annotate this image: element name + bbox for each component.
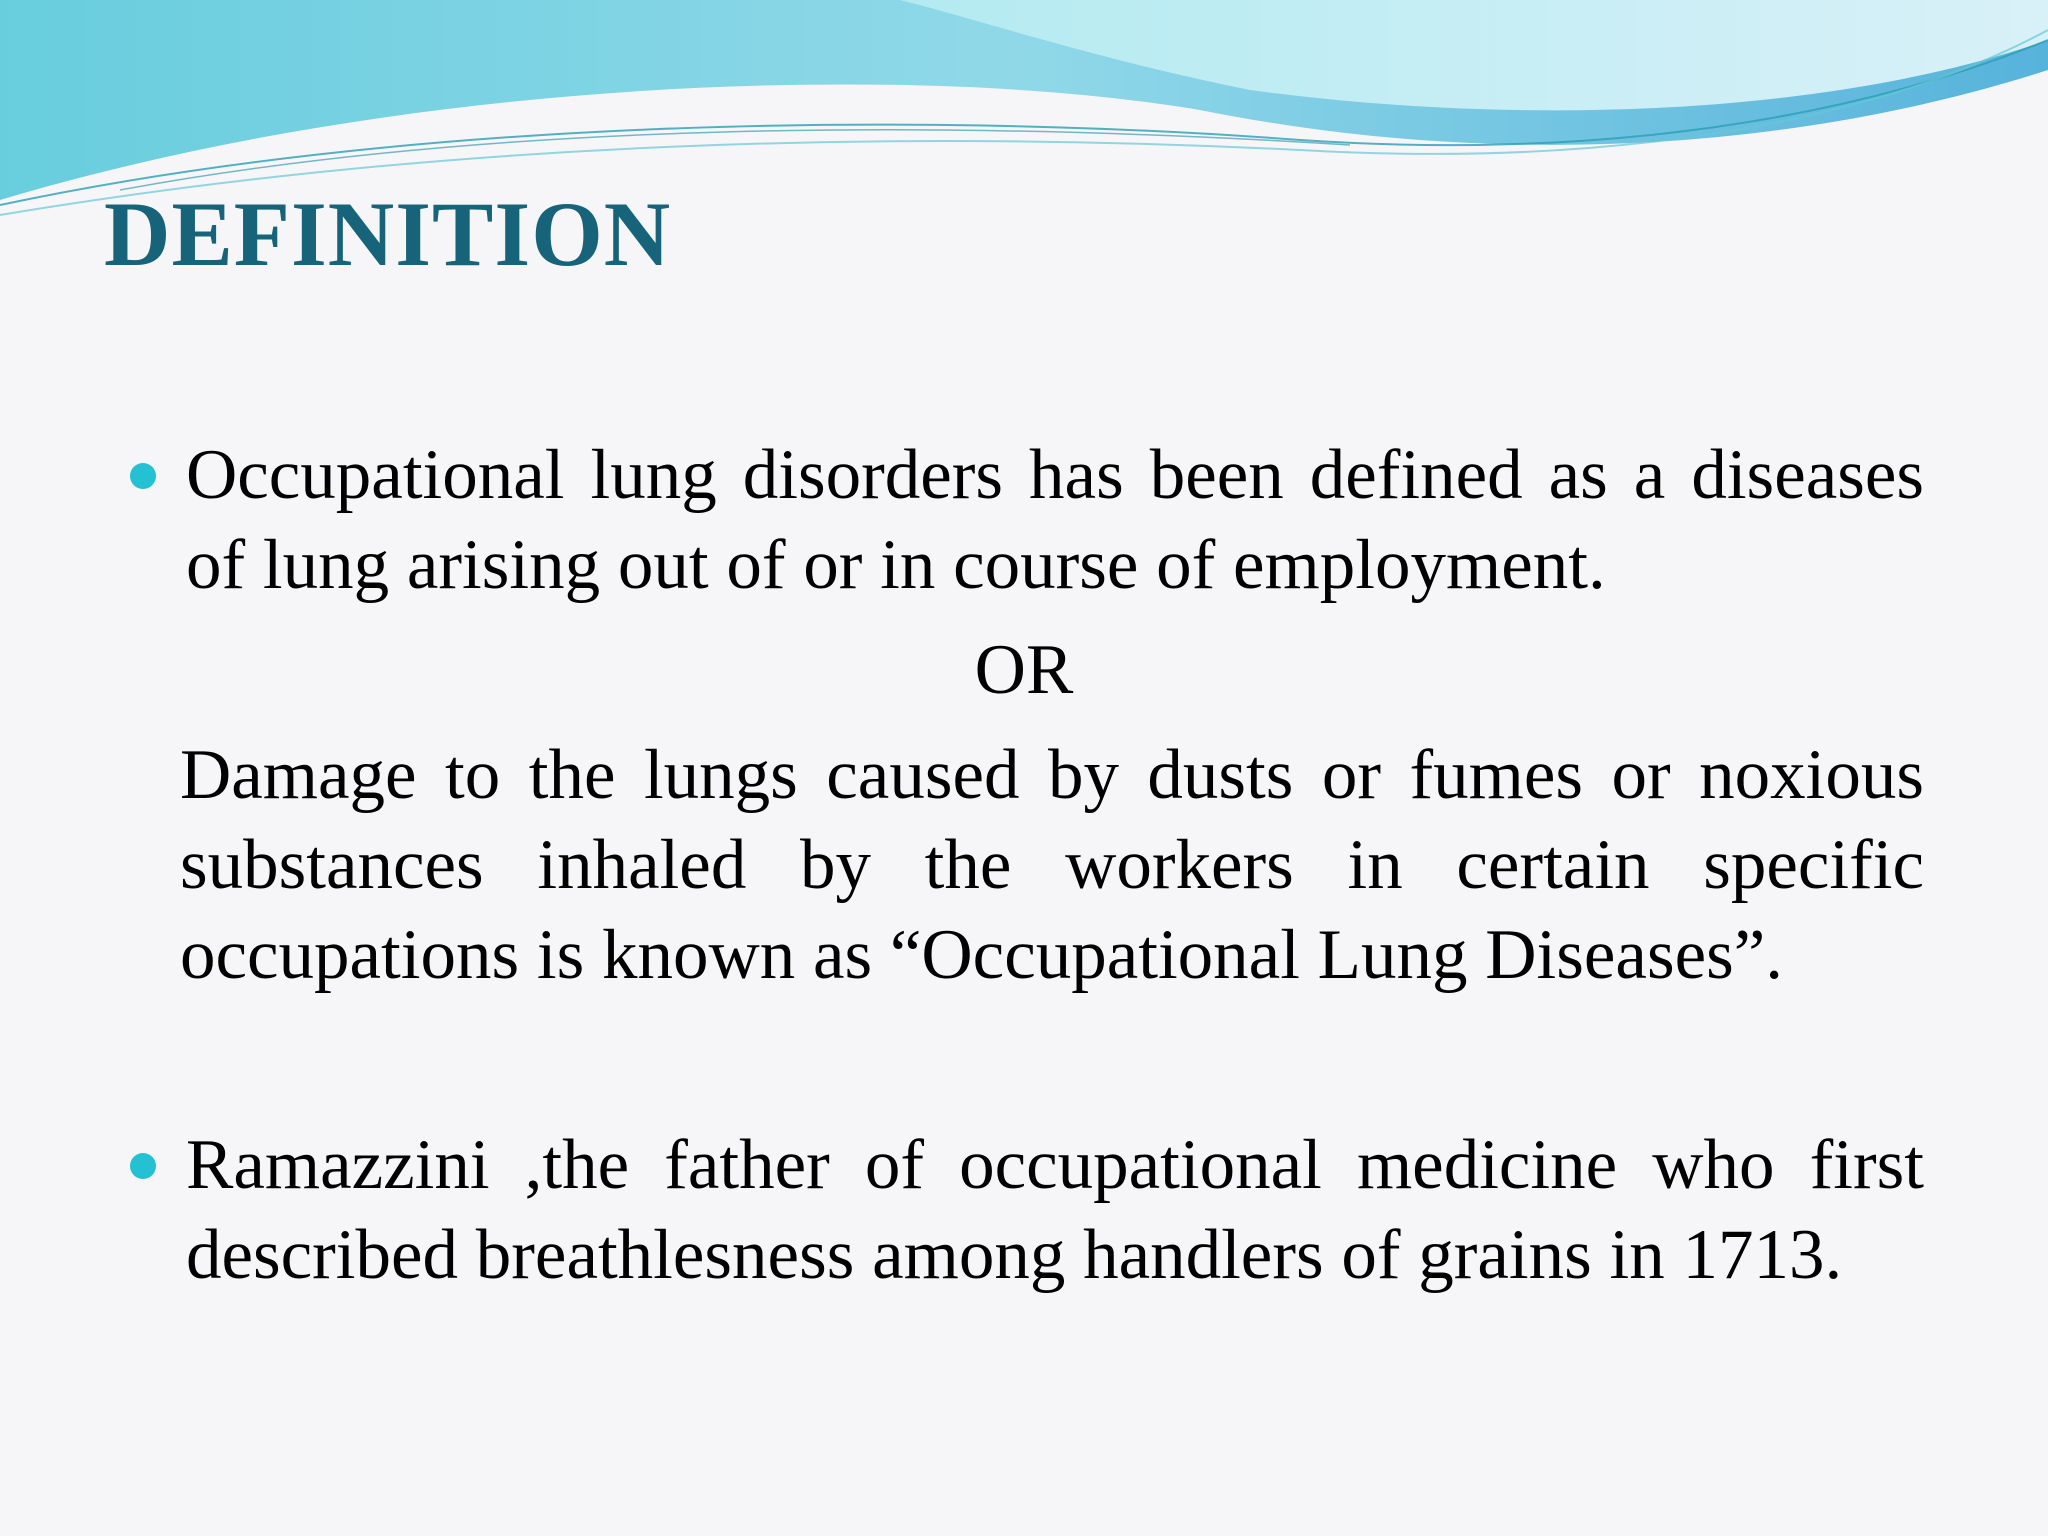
bullet-text: Occupational lung disorders has been defined as a diseases of lung arising out of or in course of employment. — [186, 436, 1924, 604]
bullet-text: Ramazzini ,the father of occupational medicine who first described breathlesness among handlers of grains in 1713. — [186, 1126, 1924, 1294]
alternate-definition-text: Damage to the lungs caused by dusts or fumes or noxious substances inhaled by the workers in certain specific occupations is known as “Occupational Lung Diseases”. — [180, 736, 1924, 994]
or-separator: OR — [974, 631, 1074, 709]
bullet-icon — [130, 463, 156, 489]
bullet-icon — [130, 1153, 156, 1179]
slide-title: DEFINITION — [104, 183, 672, 285]
